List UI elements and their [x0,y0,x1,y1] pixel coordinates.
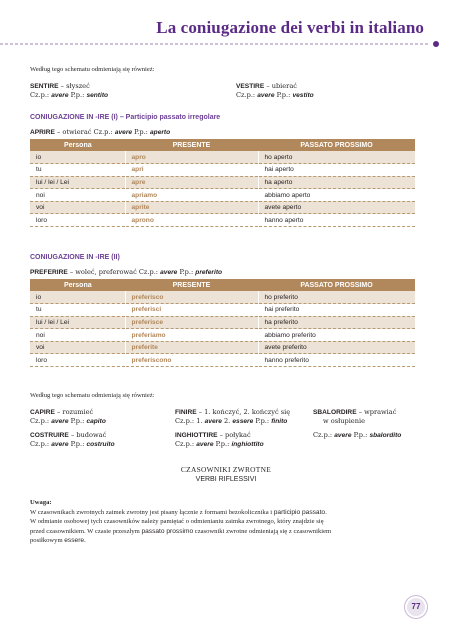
persona-cell: lui / lei / Lei [30,316,125,329]
presente-cell: aprite [125,201,258,214]
passato-cell: avete preferito [258,341,415,354]
presente-cell: apro [125,151,258,164]
example-prefix: Cz.p.: [313,430,335,439]
participle: inghiottito [231,441,264,449]
table-row [30,354,415,367]
note-block [30,498,430,546]
note-line1: W czasownikach zwrotnych zaimek zwrotny jest pisany łącznie z formami bezokolicznika i [30,508,274,516]
table-row [30,189,415,202]
title-rule [0,39,452,49]
verb-name: COSTRUIRE [30,432,69,439]
conj1-table [30,139,415,227]
participle: sbalordito [369,431,402,439]
conj2-heading: CONIUGAZIONE IN -IRE (II) [30,254,120,261]
example-prefix: Cz.p.: 1. [175,417,205,426]
presente-cell: preferisce [125,316,258,329]
reflexive-title: CZASOWNIKI ZWROTNE [180,465,272,474]
participle: capito [86,418,106,426]
persona-cell: loro [30,214,125,227]
pp-prefix: P.p.: [68,417,87,426]
persona-cell: noi [30,189,125,202]
passato-cell: avete aperto [258,201,415,214]
verb-name: CAPIRE [30,409,55,416]
participle: finito [271,418,288,426]
table-row [30,164,415,177]
table-row [30,304,415,317]
auxiliary: essere [232,418,254,426]
passato-cell: hai aperto [258,164,415,177]
presente-cell: preferisco [125,291,258,304]
reflexive-subtitle: VERBI RIFLESSIVI [195,476,257,483]
verb-translation: – słyszeć [58,82,90,90]
verb-entry-sentire [30,82,108,101]
header-passato: PASSATO PROSSIMO [258,279,415,291]
participle: sentito [86,92,109,100]
auxiliary: avere [51,418,69,426]
participle: vestito [292,92,314,100]
table-row [30,329,415,342]
header-presente: PRESENTE [125,279,258,291]
pp-prefix: P.p.: [68,91,87,100]
note-term: participio passato. [273,508,327,516]
presente-cell: apre [125,176,258,189]
verb-name: SENTIRE [30,83,59,90]
verb-entry-finire [175,408,290,427]
auxiliary: avere [51,441,69,449]
auxiliary: avere [114,129,133,136]
presente-cell: preferiamo [125,329,258,342]
participle: aperto [150,129,171,136]
pp-prefix: P.p.: [274,91,293,100]
header-persona: Persona [30,139,125,151]
persona-cell: lui / lei / Lei [30,176,125,189]
pp-prefix: P.p.: [68,440,87,449]
presente-cell: apri [125,164,258,177]
auxiliary: avere [51,92,69,100]
separator: 2. [221,417,233,426]
pp-prefix: P.p.: [177,268,196,276]
verb-translation: – 1. kończyć, 2. kończyć się [196,408,291,416]
example-prefix: Cz.p.: [236,91,258,100]
verb-translation-cont: w osłupienie [323,417,365,426]
presente-cell: preferiscono [125,354,258,367]
note-term: essere. [64,537,86,545]
table-row [30,176,415,189]
table-row [30,316,415,329]
passato-cell: ha aperto [258,176,415,189]
verb-entry-sbalordire [313,408,401,440]
example-prefix: Cz.p.: [30,417,52,426]
presente-cell: preferite [125,341,258,354]
table-row [30,201,415,214]
pp-prefix: P.p.: [351,430,370,439]
auxiliary: avere [204,418,222,426]
passato-cell: ho aperto [258,151,415,164]
verb-entry-costruire [30,431,115,450]
conj1-verb-line [30,128,170,137]
table-row [30,341,415,354]
verb-translation: – rozumieć [54,408,94,416]
passato-cell: abbiamo preferito [258,329,415,342]
persona-cell: tu [30,164,125,177]
verb-name: FINIRE [175,409,197,416]
header-presente: PRESENTE [125,139,258,151]
verb-name: VESTIRE [236,83,265,90]
persona-cell: voi [30,201,125,214]
participle: costruito [86,441,115,449]
table-row [30,151,415,164]
verb-translation: – wprawiać [356,408,397,416]
persona-cell: loro [30,354,125,367]
verb-entry-inghiottire [175,431,264,450]
table-row [30,291,415,304]
pp-prefix: P.p.: [132,128,150,136]
note-line3: przed czasownikiem. W czasie przeszłym [30,527,142,535]
persona-cell: io [30,291,125,304]
persona-cell: tu [30,304,125,317]
note-line2: W odmianie osobowej tych czasowników należy pamiętać o odmienianiu zaimka zwrotnego, który znajdzie się [30,518,324,526]
presente-cell: apriamo [125,189,258,202]
verb-translation: – ubierać [264,82,297,90]
example-prefix: Cz.p.: [175,440,197,449]
note-term: passato prossimo [141,527,194,535]
section2-intro: Według tego schematu odmieniają się również: [30,392,155,399]
pp-prefix: P.p.: [213,440,232,449]
table-row [30,214,415,227]
passato-cell: hanno preferito [258,354,415,367]
header-passato: PASSATO PROSSIMO [258,139,415,151]
header-persona: Persona [30,279,125,291]
verb-translation: – woleć, preferować [67,268,139,276]
verb-name: APRIRE [30,129,55,136]
passato-cell: abbiamo aperto [258,189,415,202]
verb-translation: – otwierać [54,128,94,136]
verb-name: SBALORDIRE [313,409,357,416]
presente-cell: aprono [125,214,258,227]
table-header [30,279,415,291]
passato-cell: hai preferito [258,304,415,317]
auxiliary: avere [196,441,214,449]
verb-entry-capire [30,408,106,427]
page-title: La coniugazione dei verbi in italiano [156,18,424,37]
participle: preferito [195,269,223,276]
conj1-heading: CONIUGAZIONE IN -IRE (I) – Participio passato irregolare [30,114,221,121]
persona-cell: noi [30,329,125,342]
conj2-table [30,279,415,367]
example-prefix: Cz.p.: [93,128,115,136]
example-prefix: Cz.p.: [30,440,52,449]
note-label: Uwaga: [30,499,52,506]
verb-name: INGHIOTTIRE [175,432,218,439]
example-prefix: Cz.p.: [30,91,52,100]
page-number: 77 [407,598,425,616]
note-line4: posiłkowym [30,537,65,545]
auxiliary: avere [160,269,178,276]
auxiliary: avere [334,431,352,439]
example-prefix: Cz.p.: [138,268,161,276]
verb-entry-vestire [236,82,314,101]
presente-cell: preferisci [125,304,258,317]
verb-name: PREFERIRE [30,269,68,276]
passato-cell: ha preferito [258,316,415,329]
pp-prefix: P.p.: [253,417,272,426]
auxiliary: avere [257,92,275,100]
persona-cell: io [30,151,125,164]
table-header [30,139,415,151]
note-line3-end: czasowniki zwrotne odmieniają się z czasownikiem [193,527,332,535]
verb-translation: – budować [68,431,107,439]
verb-translation: – połykać [217,431,251,439]
section1-intro: Według tego schematu odmieniają się również: [30,66,155,73]
persona-cell: voi [30,341,125,354]
passato-cell: hanno aperto [258,214,415,227]
passato-cell: ho preferito [258,291,415,304]
conj2-verb-line [30,268,222,277]
